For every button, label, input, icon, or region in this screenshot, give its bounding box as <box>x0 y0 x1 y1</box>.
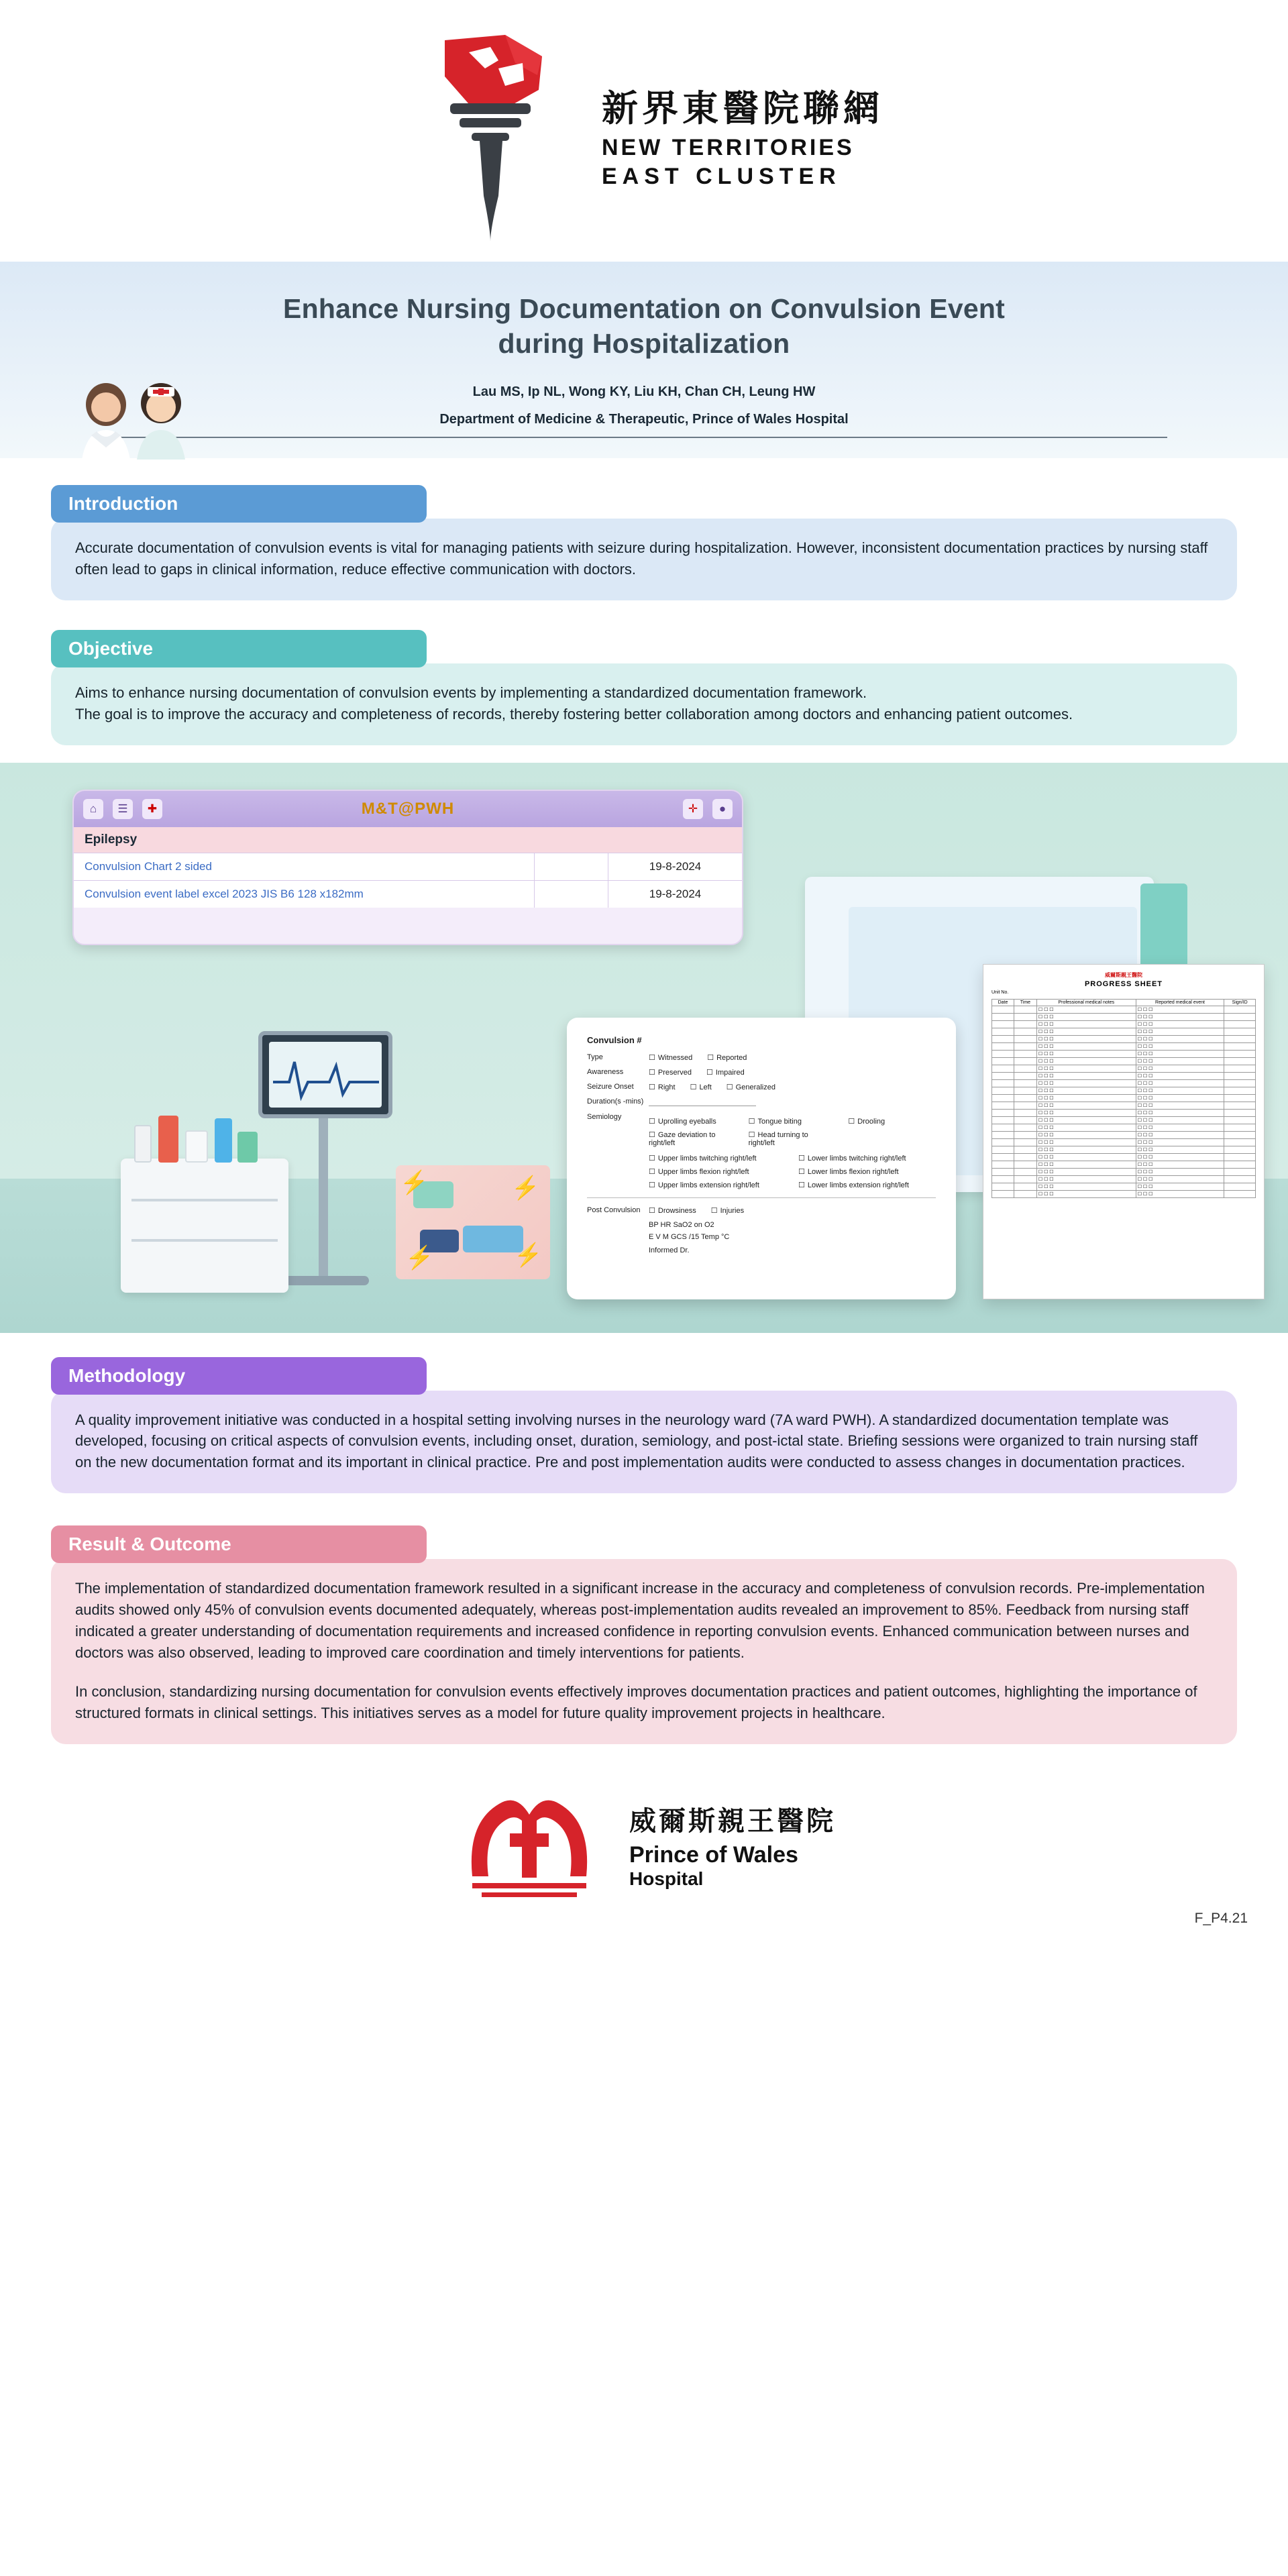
objective-body-1: Aims to enhance nursing documentation of convulsion events by implementing a standardized documentation framework. <box>75 684 867 701</box>
section-panel-introduction <box>51 519 1237 600</box>
progress-sheet-cell <box>1014 1072 1037 1079</box>
progress-sheet-cell <box>1014 1146 1037 1153</box>
section-tab-methodology: Methodology <box>51 1357 427 1395</box>
monitor-base <box>282 1276 369 1285</box>
form-field-seizure-onset <box>587 1083 936 1091</box>
progress-sheet-cell: ☐ ☐ ☐ <box>1036 1175 1136 1183</box>
app-category-header: Epilepsy <box>74 827 742 853</box>
form-option[interactable]: ☐ Reported <box>707 1053 747 1062</box>
form-informed-dr: Informed Dr. <box>649 1246 690 1254</box>
semiology-option[interactable]: ☐ Lower limbs extension right/left <box>798 1181 936 1189</box>
section-methodology <box>0 1357 1288 1494</box>
semiology-option[interactable]: ☐ Tongue biting <box>749 1117 837 1126</box>
post-option[interactable]: ☐ Injuries <box>711 1206 744 1215</box>
progress-sheet-cell <box>1224 1138 1256 1146</box>
section-tab-result: Result & Outcome <box>51 1525 427 1563</box>
progress-sheet-cell: ☐ ☐ ☐ <box>1036 1057 1136 1065</box>
progress-sheet-row <box>992 1183 1256 1190</box>
semiology-option[interactable]: ☐ Uprolling eyeballs <box>649 1117 737 1126</box>
progress-sheet-row <box>992 1050 1256 1057</box>
progress-sheet-cell <box>992 1102 1014 1109</box>
section-objective <box>0 630 1288 745</box>
progress-sheet-cell <box>1224 1109 1256 1116</box>
progress-sheet-cell: ☐ ☐ ☐ <box>1036 1094 1136 1102</box>
app-row-name[interactable]: Convulsion Chart 2 sided <box>85 859 212 873</box>
progress-sheet-row <box>992 1124 1256 1131</box>
progress-sheet-cell <box>992 1190 1014 1197</box>
form-option[interactable]: ☐ Generalized <box>727 1083 775 1091</box>
progress-sheet-row <box>992 1087 1256 1094</box>
department-line: Department of Medicine & Therapeutic, Prince of Wales Hospital <box>439 411 849 427</box>
progress-sheet-cell <box>1014 1102 1037 1109</box>
progress-sheet-cell: ☐ ☐ ☐ <box>1036 1153 1136 1161</box>
org-name-english-line1: NEW TERRITORIES <box>602 135 855 161</box>
progress-sheet-cell <box>992 1109 1014 1116</box>
progress-sheet-cell: ☐ ☐ ☐ <box>1036 1146 1136 1153</box>
cart-drawer-1 <box>131 1199 278 1201</box>
progress-sheet-cell <box>1014 1057 1037 1065</box>
progress-sheet-cell <box>992 1006 1014 1013</box>
semiology-option[interactable]: ☐ Lower limbs flexion right/left <box>798 1167 936 1176</box>
mobile-app-mock[interactable] <box>72 790 743 945</box>
progress-sheet-cell <box>992 1035 1014 1042</box>
progress-sheet-cell <box>1014 1094 1037 1102</box>
progress-sheet-cell: ☐ ☐ ☐ <box>1036 1168 1136 1175</box>
page-title <box>0 291 1288 362</box>
progress-sheet-cell <box>1224 1168 1256 1175</box>
hospital-emblem-icon[interactable]: ✚ <box>142 799 162 819</box>
progress-sheet-cell: ☐ ☐ ☐ <box>1036 1161 1136 1168</box>
introduction-body: Accurate documentation of convulsion events is vital for managing patients with seizure during hospitalization. However, inconsistent documentation practices by nursing staff often lead to gaps in clinical information, reduce effective communication with doctors. <box>75 539 1208 578</box>
progress-sheet-cell: ☐ ☐ ☐ <box>1136 1131 1224 1138</box>
progress-sheet-cell: ☐ ☐ ☐ <box>1036 1028 1136 1035</box>
progress-sheet-cell <box>1224 1175 1256 1183</box>
form-field-duration <box>587 1097 936 1106</box>
progress-sheet-cell: ☐ ☐ ☐ <box>1036 1035 1136 1042</box>
progress-sheet-table <box>991 999 1256 1198</box>
convulsion-form-sheet <box>567 1018 956 1299</box>
app-row-spacer <box>534 853 608 880</box>
progress-sheet-row <box>992 1020 1256 1028</box>
progress-sheet-cell <box>1014 1042 1037 1050</box>
app-row-spacer <box>534 881 608 908</box>
progress-sheet-cell: ☐ ☐ ☐ <box>1136 1138 1224 1146</box>
progress-sheet-row <box>992 1042 1256 1050</box>
progress-sheet-cell: ☐ ☐ ☐ <box>1136 1109 1224 1116</box>
progress-sheet-cell <box>992 1124 1014 1131</box>
progress-sheet-cell: ☐ ☐ ☐ <box>1136 1013 1224 1020</box>
progress-sheet-row <box>992 1175 1256 1183</box>
seizure-bolt-icon-4: ⚡ <box>514 1242 543 1268</box>
progress-sheet-cell: ☐ ☐ ☐ <box>1136 1168 1224 1175</box>
progress-sheet-cell <box>1014 1116 1037 1124</box>
progress-sheet-cell <box>1224 1050 1256 1057</box>
bottle-5 <box>237 1132 258 1163</box>
progress-sheet-cell: ☐ ☐ ☐ <box>1136 1050 1224 1057</box>
red-logo-icon[interactable]: ✛ <box>683 799 703 819</box>
progress-sheet-cell: ☐ ☐ ☐ <box>1136 1161 1224 1168</box>
monitor-pole <box>319 1118 328 1279</box>
progress-sheet-cell <box>992 1153 1014 1161</box>
semiology-option[interactable]: ☐ Lower limbs twitching right/left <box>798 1154 936 1163</box>
bottle-3 <box>185 1130 208 1163</box>
progress-sheet-cell <box>992 1065 1014 1072</box>
section-panel-objective <box>51 663 1237 745</box>
progress-sheet-cell <box>1224 1116 1256 1124</box>
progress-sheet-row <box>992 1079 1256 1087</box>
section-panel-result <box>51 1559 1237 1743</box>
progress-sheet-cell <box>992 1057 1014 1065</box>
semiology-option[interactable]: ☐ Upper limbs extension right/left <box>649 1181 786 1189</box>
form-title: Convulsion # <box>587 1034 642 1045</box>
progress-sheet-cell <box>1224 1072 1256 1079</box>
seizure-bolt-icon-1: ⚡ <box>400 1169 429 1195</box>
section-introduction <box>0 485 1288 600</box>
form-field-type <box>587 1053 936 1062</box>
progress-sheet-cell <box>1014 1109 1037 1116</box>
progress-sheet-cell <box>992 1079 1014 1087</box>
spacer-3 <box>0 1493 1288 1525</box>
progress-sheet-cell: ☐ ☐ ☐ <box>1036 1042 1136 1050</box>
authors-text-block <box>275 384 1013 427</box>
form-field-awareness <box>587 1068 936 1077</box>
poster-footer <box>0 1744 1288 1945</box>
progress-sheet-cell <box>992 1072 1014 1079</box>
spacer-2 <box>0 1333 1288 1357</box>
progress-sheet-cell <box>1224 1035 1256 1042</box>
poster-code: F_P4.21 <box>1194 1910 1248 1926</box>
app-row-name[interactable]: Convulsion event label excel 2023 JIS B6 128 x182mm <box>85 887 364 900</box>
semiology-option[interactable]: ☐ Head turning to right/left <box>749 1130 837 1147</box>
progress-sheet-hospital: 威爾斯親王醫院 <box>1105 971 1142 978</box>
post-option[interactable]: ☐ Drowsiness <box>649 1206 696 1215</box>
progress-sheet-cell <box>1224 1094 1256 1102</box>
page-title-line2: during Hospitalization <box>498 328 790 360</box>
pwh-name-english-line1: Prince of Wales <box>629 1841 798 1868</box>
progress-sheet-cell <box>1014 1190 1037 1197</box>
progress-sheet-cell <box>1014 1087 1037 1094</box>
progress-sheet-cell <box>1014 1183 1037 1190</box>
pwh-name-chinese: 威爾斯親王醫院 <box>629 1805 836 1837</box>
progress-sheet-row <box>992 1131 1256 1138</box>
progress-sheet-row <box>992 1109 1256 1116</box>
form-option[interactable]: ☐ Left <box>690 1083 712 1091</box>
title-divider <box>121 437 1167 438</box>
bottle-1 <box>134 1125 152 1163</box>
progress-sheet-cell: ☐ ☐ ☐ <box>1136 1087 1224 1094</box>
form-label-awareness: Awareness <box>587 1067 624 1076</box>
progress-sheet-cell: ☐ ☐ ☐ <box>1136 1042 1224 1050</box>
progress-sheet-cell: ☐ ☐ ☐ <box>1036 1079 1136 1087</box>
form-option[interactable]: ☐ Right <box>649 1083 676 1091</box>
user-account-icon[interactable]: ● <box>712 799 733 819</box>
progress-sheet-cell <box>1224 1079 1256 1087</box>
progress-sheet-cell <box>1014 1168 1037 1175</box>
form-option[interactable]: ☐ Preserved <box>649 1068 692 1077</box>
progress-sheet-cell <box>992 1020 1014 1028</box>
progress-sheet-cell <box>992 1028 1014 1035</box>
org-name-chinese: 新界東醫院聯網 <box>602 87 883 129</box>
home-icon[interactable]: ⌂ <box>83 799 103 819</box>
pwh-logo <box>452 1776 606 1913</box>
progress-sheet-cell: ☐ ☐ ☐ <box>1036 1013 1136 1020</box>
progress-sheet-cell <box>1014 1124 1037 1131</box>
progress-sheet-cell <box>1014 1153 1037 1161</box>
progress-sheet-cell <box>1014 1035 1037 1042</box>
pwh-name-block <box>629 1800 836 1890</box>
progress-sheet-cell: ☐ ☐ ☐ <box>1136 1020 1224 1028</box>
progress-sheet-row <box>992 1138 1256 1146</box>
progress-sheet-cell: ☐ ☐ ☐ <box>1136 1124 1224 1131</box>
progress-sheet-cell <box>1014 1138 1037 1146</box>
progress-sheet-cell: ☐ ☐ ☐ <box>1136 1153 1224 1161</box>
form-field-post-convulsion <box>587 1206 936 1215</box>
progress-sheet-cell: ☐ ☐ ☐ <box>1136 1065 1224 1072</box>
app-title: M&T@PWH <box>361 799 455 818</box>
section-panel-methodology <box>51 1391 1237 1494</box>
progress-sheet-cell <box>1014 1161 1037 1168</box>
patient-monitor <box>258 1031 392 1118</box>
progress-sheet-cell: ☐ ☐ ☐ <box>1036 1109 1136 1116</box>
progress-sheet-cell <box>992 1175 1014 1183</box>
progress-sheet-cell: ☐ ☐ ☐ <box>1036 1072 1136 1079</box>
app-list-row[interactable] <box>74 853 742 880</box>
progress-sheet-cell <box>1014 1006 1037 1013</box>
form-vitals-line-2: E V M GCS /15 Temp °C <box>649 1232 730 1241</box>
progress-sheet-cell: ☐ ☐ ☐ <box>1136 1094 1224 1102</box>
progress-sheet-cell: ☐ ☐ ☐ <box>1136 1035 1224 1042</box>
form-vitals-line-1: BP HR SaO2 on O2 <box>649 1220 714 1229</box>
progress-sheet-cell <box>1224 1020 1256 1028</box>
title-band <box>0 262 1288 458</box>
progress-sheet-row <box>992 1057 1256 1065</box>
org-name-english-line2: EAST CLUSTER <box>602 164 841 190</box>
semiology-option[interactable]: ☐ Upper limbs twitching right/left <box>649 1154 786 1163</box>
progress-sheet-row <box>992 1028 1256 1035</box>
form-label-post-convulsion: Post Convulsion <box>587 1205 641 1214</box>
progress-sheet-cell <box>1224 1057 1256 1065</box>
progress-sheet-cell: ☐ ☐ ☐ <box>1036 1131 1136 1138</box>
progress-sheet-cell: ☐ ☐ ☐ <box>1136 1006 1224 1013</box>
progress-sheet-cell: ☐ ☐ ☐ <box>1036 1020 1136 1028</box>
progress-sheet-cell: ☐ ☐ ☐ <box>1036 1065 1136 1072</box>
progress-sheet-cell <box>1014 1050 1037 1057</box>
app-row-date: 19-8-2024 <box>608 881 742 908</box>
semiology-option[interactable]: ☐ Gaze deviation to right/left <box>649 1130 737 1147</box>
bottle-2 <box>158 1116 178 1163</box>
form-separator <box>587 1197 936 1198</box>
result-body-1: The implementation of standardized documentation framework resulted in a significant increase in the accuracy and completeness of convulsion records. Pre-implementation audits showed only 45% of convulsion events documented adequately, whereas post-implementation audits revealed an improvement to 85%. Feedback from nursing staff indicated a greater understanding of documentation requirements and increased confidence in reporting convulsion events. Enhanced communication between nurses and doctors was also observed, leading to improved care coordination and timely interventions for patients. <box>75 1580 1205 1661</box>
progress-sheet-cell <box>1224 1065 1256 1072</box>
seizure-bolt-icon-3: ⚡ <box>405 1244 434 1271</box>
form-label-semiology: Semiology <box>587 1112 622 1121</box>
org-name-block <box>602 88 883 190</box>
progress-sheet-row <box>992 1190 1256 1197</box>
author-list: Lau MS, Ip NL, Wong KY, Liu KH, Chan CH, Leung HW <box>472 384 816 399</box>
progress-sheet-row <box>992 1168 1256 1175</box>
form-duration-input[interactable] <box>649 1097 756 1106</box>
progress-sheet-cell: ☐ ☐ ☐ <box>1036 1138 1136 1146</box>
progress-sheet-cell <box>1224 1042 1256 1050</box>
form-field-semiology <box>587 1113 936 1189</box>
progress-sheet-cell <box>992 1042 1014 1050</box>
progress-sheet-row <box>992 1065 1256 1072</box>
progress-sheet-cell: ☐ ☐ ☐ <box>1036 1087 1136 1094</box>
progress-sheet-cell <box>1224 1146 1256 1153</box>
progress-sheet-cell <box>1224 1190 1256 1197</box>
progress-sheet-cell: ☐ ☐ ☐ <box>1036 1190 1136 1197</box>
progress-sheet-cell: ☐ ☐ ☐ <box>1136 1102 1224 1109</box>
section-tab-introduction: Introduction <box>51 485 427 523</box>
progress-sheet-row <box>992 1146 1256 1153</box>
progress-sheet-row <box>992 1116 1256 1124</box>
progress-sheet-cell <box>1014 1131 1037 1138</box>
progress-sheet-cell <box>1014 1065 1037 1072</box>
cart-drawer-2 <box>131 1239 278 1242</box>
progress-sheet-cell: ☐ ☐ ☐ <box>1036 1183 1136 1190</box>
pwh-name-english-line2: Hospital <box>629 1868 704 1889</box>
progress-sheet <box>983 964 1265 1299</box>
monitor-screen <box>269 1042 382 1108</box>
progress-sheet-header-row <box>992 999 1256 1006</box>
progress-col-date: Date <box>992 999 1014 1006</box>
progress-sheet-cell: ☐ ☐ ☐ <box>1036 1116 1136 1124</box>
illustration-band <box>0 763 1288 1333</box>
progress-sheet-row <box>992 1072 1256 1079</box>
progress-sheet-cell: ☐ ☐ ☐ <box>1036 1102 1136 1109</box>
semiology-option[interactable]: ☐ Drooling <box>848 1117 936 1126</box>
progress-sheet-cell <box>1014 1013 1037 1020</box>
progress-sheet-cell <box>992 1131 1014 1138</box>
author-block <box>0 384 1288 427</box>
form-label-type: Type <box>587 1053 603 1061</box>
progress-sheet-cell <box>992 1116 1014 1124</box>
section-result <box>0 1525 1288 1743</box>
progress-col-event: Reported medical event <box>1136 999 1224 1006</box>
poster-header <box>0 0 1288 262</box>
progress-sheet-cell <box>992 1013 1014 1020</box>
semiology-option[interactable]: ☐ Upper limbs flexion right/left <box>649 1167 786 1176</box>
progress-sheet-cell <box>1224 1006 1256 1013</box>
progress-sheet-unit-label: Unit No. <box>991 989 1009 995</box>
progress-sheet-cell <box>992 1168 1014 1175</box>
progress-sheet-cell: ☐ ☐ ☐ <box>1136 1079 1224 1087</box>
progress-sheet-cell <box>1224 1102 1256 1109</box>
progress-sheet-cell: ☐ ☐ ☐ <box>1136 1190 1224 1197</box>
progress-sheet-cell: ☐ ☐ ☐ <box>1136 1057 1224 1065</box>
progress-sheet-cell <box>1224 1161 1256 1168</box>
semiology-option-blank <box>848 1130 936 1147</box>
progress-sheet-cell <box>992 1138 1014 1146</box>
app-row-date: 19-8-2024 <box>608 853 742 880</box>
progress-sheet-cell <box>992 1094 1014 1102</box>
objective-body-2: The goal is to improve the accuracy and completeness of records, thereby fostering better collaboration among doctors and enhancing patient outcomes. <box>75 705 1073 722</box>
progress-sheet-cell: ☐ ☐ ☐ <box>1036 1124 1136 1131</box>
bottle-4 <box>215 1118 232 1163</box>
progress-sheet-cell <box>992 1183 1014 1190</box>
form-label-duration: Duration(s -mins) <box>587 1097 644 1106</box>
progress-sheet-cell <box>1224 1028 1256 1035</box>
spacer-1 <box>0 600 1288 630</box>
form-option[interactable]: ☐ Impaired <box>706 1068 745 1077</box>
progress-sheet-row <box>992 1013 1256 1020</box>
progress-sheet-cell <box>1014 1079 1037 1087</box>
progress-sheet-cell <box>992 1050 1014 1057</box>
progress-sheet-cell: ☐ ☐ ☐ <box>1136 1028 1224 1035</box>
hamburger-menu-icon[interactable]: ☰ <box>113 799 133 819</box>
progress-sheet-cell <box>1224 1153 1256 1161</box>
medicine-bottles <box>127 1112 282 1165</box>
result-body-2: In conclusion, standardizing nursing documentation for convulsion events effectively improves documentation practices and patient outcomes, highlighting the importance of structured formats in clinical settings. This initiatives serves as a model for future quality improvement projects in healthcare. <box>75 1682 1197 1721</box>
nte-cluster-logo <box>405 28 579 250</box>
progress-sheet-cell <box>1014 1175 1037 1183</box>
progress-sheet-cell: ☐ ☐ ☐ <box>1136 1072 1224 1079</box>
methodology-body: A quality improvement initiative was conducted in a hospital setting involving nurses in the neurology ward (7A ward PWH). A standardized documentation template was developed, focusing on critical aspects of convulsion events, including onset, duration, semiology, and post-ictal state. Briefing sessions were organized to train nursing staff on the new documentation format and its important in clinical practice. Pre and post implementation audits were conducted to assess changes in documentation practices. <box>75 1411 1198 1471</box>
progress-col-time: Time <box>1014 999 1037 1006</box>
form-label-seizure-onset: Seizure Onset <box>587 1082 634 1091</box>
progress-sheet-cell <box>992 1146 1014 1153</box>
progress-sheet-row <box>992 1161 1256 1168</box>
progress-sheet-row <box>992 1153 1256 1161</box>
progress-sheet-row <box>992 1102 1256 1109</box>
progress-sheet-row <box>992 1006 1256 1013</box>
progress-sheet-title: PROGRESS SHEET <box>1084 979 1163 988</box>
progress-col-sign: Sign/ID <box>1224 999 1256 1006</box>
progress-sheet-cell <box>1224 1087 1256 1094</box>
medical-cart <box>121 1159 288 1293</box>
progress-sheet-row <box>992 1094 1256 1102</box>
progress-sheet-cell: ☐ ☐ ☐ <box>1036 1006 1136 1013</box>
nurse-illustration-icon <box>62 374 216 468</box>
progress-sheet-row <box>992 1035 1256 1042</box>
progress-sheet-cell: ☐ ☐ ☐ <box>1136 1116 1224 1124</box>
progress-sheet-cell <box>1224 1131 1256 1138</box>
seizure-bolt-icon-2: ⚡ <box>511 1175 540 1201</box>
progress-sheet-cell: ☐ ☐ ☐ <box>1136 1146 1224 1153</box>
progress-sheet-cell: ☐ ☐ ☐ <box>1136 1183 1224 1190</box>
progress-sheet-cell: ☐ ☐ ☐ <box>1036 1050 1136 1057</box>
app-list-row[interactable] <box>74 880 742 908</box>
patient-illustration-tile <box>396 1165 550 1279</box>
progress-col-notes: Professional medical notes <box>1036 999 1136 1006</box>
progress-sheet-cell <box>1224 1124 1256 1131</box>
section-tab-objective: Objective <box>51 630 427 667</box>
form-option[interactable]: ☐ Witnessed <box>649 1053 692 1062</box>
progress-sheet-cell <box>1224 1013 1256 1020</box>
app-toolbar <box>74 791 742 827</box>
page-title-line1: Enhance Nursing Documentation on Convulsion Event <box>283 293 1005 324</box>
progress-sheet-cell <box>992 1161 1014 1168</box>
progress-sheet-cell <box>1014 1028 1037 1035</box>
progress-sheet-cell: ☐ ☐ ☐ <box>1136 1175 1224 1183</box>
progress-sheet-cell <box>1224 1183 1256 1190</box>
progress-sheet-cell <box>992 1087 1014 1094</box>
progress-sheet-cell <box>1014 1020 1037 1028</box>
